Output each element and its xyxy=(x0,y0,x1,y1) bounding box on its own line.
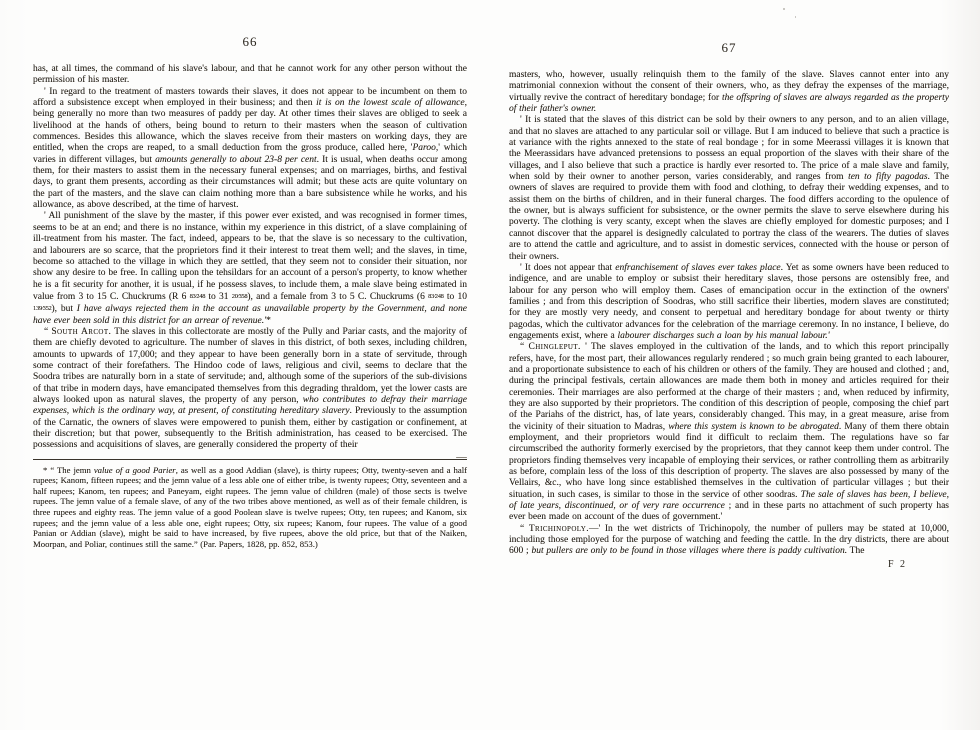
paragraph: ' It is stated that the slaves of this district can be sold by their owners to any person, and to an alien village, and that no slaves are attached to any particular soil or village. But I am induced to believe that such a practice is at variance with the rights annexed to the state of real bondage ; for in some Meerassi villages it is known that the Meerassidars have advanced pretensions to possess an equal proportion of the slaves with their share of the villages, and I also believe that such a practice is hardly ever resorted to. The price of a male slave and family, when sold by their owner to another person, varies considerably, and ranges from ten to fifty pagodas. The owners of slaves are required to provide them with food and clothing, to defray their wedding expenses, and to assist them on the births of children, and in their funeral charges. The food differs according to the opulence of the owner, but is always sufficient for subsistence, or the owner permits the slave to serve elsewhere during his poverty. The clothing is very scanty, except when the slaves are chiefly employed for domestic purposes; and I cannot discover that the apparel is designedly calculated to portray the class of the wearers. The duties of slaves are to attend the cattle and agriculture, and to assist in domestic services, connected with the house or person of their owners. xyxy=(509,115,950,262)
page-67-body xyxy=(509,70,949,558)
paragraph: “ South Arcot. The slaves in this collectorate are mostly of the Pully and Pariar casts, and the majority of them are chiefly devoted to agriculture. The number of slaves in this district, of both sexes, including children, amounts to upwards of 17,000; and they appear to have been generally born in a state of servitude, through some contract of their forefathers. The Hindoo code of laws, religious and civil, seems to declare that the Soodra tribes are naturally born in a state of servitude; and, although some of the superiors of the sub-divisions of that tribe in modern days, have emancipated themselves from this degrading thraldom, yet the lower casts are always looked upon as natural slaves, the property of any person, who contributes to defray their marriage expenses, which is the ordinary way, at present, of constituting hereditary slavery. Previously to the assumption of the Carnatic, the owners of slaves were empowered to punish them, either by castigation or confinement, at their discretion; but that power, subsequently to the British administration, has ceased to be exercised. The possessions and acquisitions of slaves, are generally considered the property of their xyxy=(33,326,468,451)
page-number-right: 67 xyxy=(721,40,737,55)
scan-artifact-dash xyxy=(456,457,467,458)
page-67 xyxy=(509,0,949,570)
page-66-body xyxy=(33,64,467,452)
footnote-rule xyxy=(33,459,467,460)
paragraph: has, at all times, the command of his slave's labour, and that he cannot work for any other person without the permission of his master. xyxy=(33,64,467,86)
paragraph: masters, who, however, usually relinquish them to the family of the slave. Slaves cannot enter into any matrimonial connexion without the consent of their owners, who, as they defray the expenses of the marriage, virtually revive the contract of hereditary bondage; for the offspring of slaves are always regarded as the property of their father's owner. xyxy=(509,70,949,115)
footnote-text: * “ The jemn value of a good Parier, as well as a good Addian (slave), is thirty rupees; Otty, twenty-seven and a half rupees; Kanom, fifteen rupees; and the jemn value of a less able one of either tribe, is twenty rupees; Otty, seventeen and a half rupees; Kanom, ten rupees; and Paneyam, eight rupees. The jemn value of children (male) of those sects is twelve rupees. The jemn value of a female slave, of any of the two tribes above mentioned, as well as of their female children, is three rupees and eighty reas. The jemn value of a good Poolean slave is twelve rupees; Otty, ten rupees; and Kanom, six rupees; and the jemn value of a less able one, eight rupees; Otty, six rupees; Kanom, four rupees. The value of a good Panian or Addian (slave), might be said to have increased, by five rupees, above the old price, but that of the Naiken, Moorpan, and Poliar, continues still the same.” (Par. Papers, 1828, pp. 852, 853.) xyxy=(33,464,467,549)
footnote xyxy=(33,465,467,550)
printer-signature: F 2 xyxy=(887,558,907,570)
paragraph: “ Chingleput. ' The slaves employed in the cultivation of the lands, and to which this report principally refers, have, for the most part, their allowances regularly rendered ; so much grain being granted to each labourer, and a proportionate subsistence to each of his children or others of the family. They are housed and clothed ; and, during the principal festivals, certain allowances are made them both in money and articles required for their ceremonies. Their marriages are also performed at the charge of their masters ; and, when reduced by infirmity, they are also supported by their proprietors. The condition of this description of people, composing the chief part of the Pariahs of the district, has, of late years, considerably changed. This may, in a great measure, arise from the vicinity of their situation to Madras, where this system is known to be abrogated. Many of them there obtain employment, and their proprietors would find it difficult to reclaim them. The regulations have so far circumscribed the authority formerly exercised by the proprietors, that they cannot keep them under control. The proprietors finding themselves very incapable of employing their services, or rather controlling them as arbitrarily as before, complain less of the loss of this description of property. The slaves are also possessed by many of the Vellairs, &c., who have long since established themselves in the cultivation of particular villages ; but their situation, in such cases, is similar to those in the service of other soodras. The sale of slaves has been, I believe, of late years, discontinued, or of very rare occurrence ; and in these parts no attachment of such property has ever been made on account of the dues of government.' xyxy=(509,342,949,523)
page-number-left: 66 xyxy=(242,34,258,49)
paragraph: ' All punishment of the slave by the master, if this power ever existed, and was recognised in former times, seems to be at an end; and there is no instance, within my experience in this district, of a slave complaining of ill-treatment from his master. The fact, indeed, appears to be, that the slave is so necessary to the cultivation, and labourers are so scarce, that the proprietors find it their interest to treat them well; and the slaves, in time, become so attached to the village in which they are settled, that they seem not to consider their situation, nor show any desire to be free. In calling upon the tehsildars for an account of a person's property, to know whether he is a fit security for another, it is usual, if he possess slaves, to include them, a male slave being estimated in value from 3 to 15 C. Chuckrums (R 6 83⁄248 to 31 20⁄358), and a female from 3 to 5 C. Chuckrums (6 83⁄248 to 10 139⁄352), but I have always rejected them in the account as unavailable property by the Government, and none have ever been sold in this district for an arrear of revenue.'* xyxy=(33,211,468,326)
paragraph: ' It does not appear that enfranchisement of slaves ever takes place. Yet as some owners have been reduced to indigence, and are unable to employ or subsist their hereditary slaves, those persons are ostensibly free, and labour for any person who will employ them. Cases of emancipation occur in the extinction of the owners' families ; and from this description of Soodras, who still sacrifice their liberties, modern slaves are constituted; for they are mostly very needy, and consent to perpetual and hereditary bondage for about twenty or thirty pagodas, which the cultivator advances for the celebration of the marriage ceremony. In no instance, I believe, do engagements exist, where a labourer discharges such a loan by his manual labour.' xyxy=(509,262,949,341)
page-66 xyxy=(33,0,467,549)
scan-speck xyxy=(795,16,796,18)
paragraph: “ Trichinopoly.—' In the wet districts of Trichinopoly, the number of pullers may be stated at 10,000, including those employed for the purpose of watching and feeding the cattle. In the dry districts, there are about 600 ; but pullers are only to be found in those villages where there is paddy cultivation. The xyxy=(509,523,949,557)
paragraph: ' In regard to the treatment of masters towards their slaves, it does not appear to be incumbent on them to afford a subsistence except when employed in their business; and then it is on the lowest scale of allowance, being generally no more than two measures of paddy per day. At other times their slaves are obliged to seek a livelihood at the hands of others, being bound to return to their masters when the season of cultivation commences. Besides this allowance, which the slaves receive from their masters on working days, they are entitled, when the crops are reaped, to a small deduction from the gross produce, called here, 'Paroo,' which varies in different villages, but amounts generally to about 23-8 per cent. It is usual, when deaths occur among them, for their masters to assist them in the necessary funeral expenses; and on marriages, births, and festival days, to grant them presents, according as their circumstances will admit; but these acts are quite voluntary on the part of the masters, and the slave can claim nothing more than a bare subsistence while he works, and his allowance, as above described, at the time of harvest. xyxy=(33,86,467,211)
scan-speck xyxy=(783,8,785,10)
